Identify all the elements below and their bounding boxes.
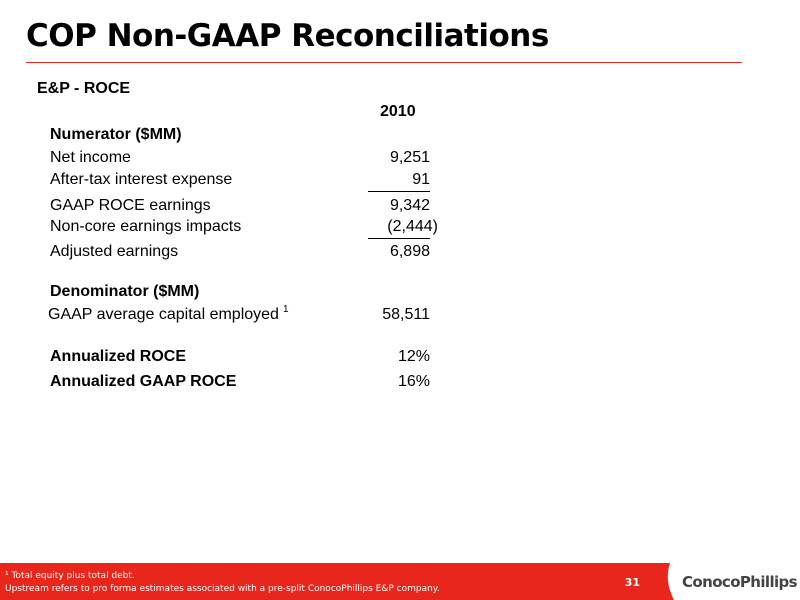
subtotal-underline bbox=[368, 191, 430, 192]
row-label-gaap-roce-earnings: GAAP ROCE earnings bbox=[50, 197, 211, 214]
subtotal-underline bbox=[368, 238, 430, 239]
column-header-year: 2010 bbox=[380, 103, 416, 120]
row-label-non-core-impacts: Non-core earnings impacts bbox=[50, 218, 242, 235]
row-value-net-income: 9,251 bbox=[389, 149, 430, 166]
capital-employed-label: GAAP average capital employed bbox=[48, 306, 279, 323]
row-label-adjusted-earnings: Adjusted earnings bbox=[50, 243, 179, 260]
footer-bar bbox=[0, 563, 660, 600]
page-number: 31 bbox=[624, 576, 640, 589]
row-label-after-tax-interest: After-tax interest expense bbox=[50, 171, 233, 188]
logo-wordmark: ConocoPhillips bbox=[682, 573, 797, 591]
logo-swoosh-icon bbox=[660, 563, 678, 600]
slide-title: COP Non-GAAP Reconciliations bbox=[26, 18, 549, 54]
footnote-upstream: Upstream refers to pro forma estimates associated with a pre-split ConocoPhillips E&P company. bbox=[5, 584, 440, 594]
row-value-capital-employed: 58,511 bbox=[382, 306, 430, 323]
row-value-adjusted-earnings: 6,898 bbox=[389, 243, 430, 260]
result-label-annualized-gaap-roce: Annualized GAAP ROCE bbox=[50, 373, 237, 390]
row-label-net-income: Net income bbox=[50, 149, 131, 166]
numerator-heading: Numerator ($MM) bbox=[50, 126, 182, 143]
company-logo bbox=[660, 563, 800, 600]
result-label-annualized-roce: Annualized ROCE bbox=[50, 348, 187, 365]
denominator-heading: Denominator ($MM) bbox=[50, 283, 200, 300]
row-value-gaap-roce-earnings: 9,342 bbox=[389, 197, 430, 214]
result-value-annualized-roce: 12% bbox=[397, 348, 430, 365]
section-heading: E&P - ROCE bbox=[37, 80, 131, 97]
row-value-non-core-impacts: (2,444) bbox=[387, 218, 438, 235]
footnote-total-equity: ¹ Total equity plus total debt. bbox=[5, 571, 135, 581]
row-value-after-tax-interest: 91 bbox=[412, 171, 430, 188]
footnote-marker: 1 bbox=[282, 304, 289, 315]
title-divider bbox=[26, 62, 742, 63]
row-label-capital-employed bbox=[48, 306, 289, 324]
result-value-annualized-gaap-roce: 16% bbox=[397, 373, 430, 390]
